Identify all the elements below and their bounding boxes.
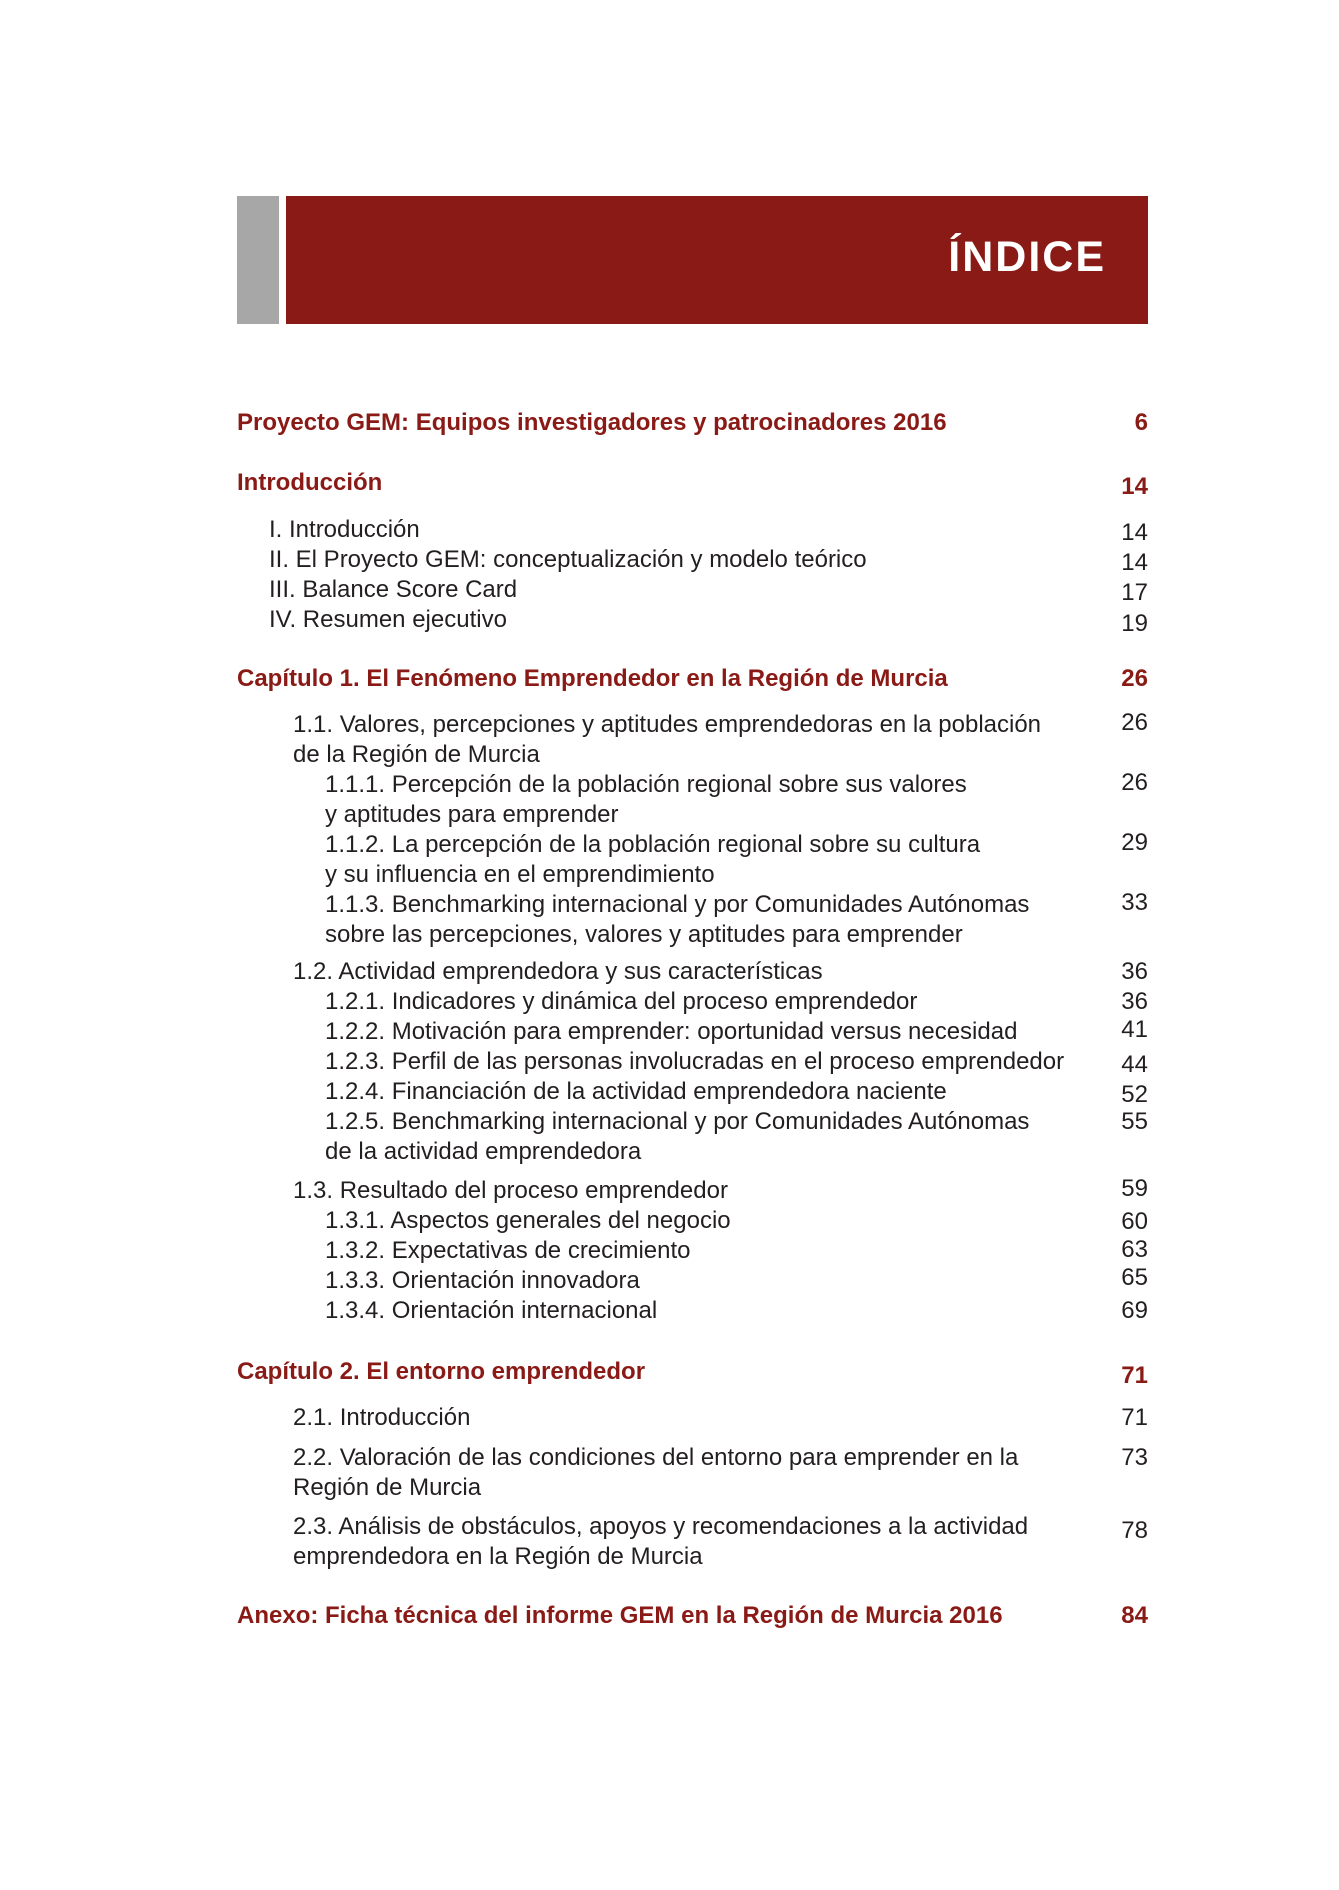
toc-entry-label: Capítulo 2. El entorno emprendedor bbox=[237, 1358, 646, 1385]
toc-subentry-2-3[interactable] bbox=[237, 1512, 1148, 1572]
toc-entry-label: III. Balance Score Card bbox=[269, 576, 518, 603]
toc-subentry-1-3-2[interactable] bbox=[237, 1236, 1148, 1266]
toc-entry-page: 55 bbox=[1121, 1108, 1148, 1135]
toc-entry-label: 1.3. Resultado del proceso emprendedor bbox=[293, 1177, 728, 1204]
toc-subentry-1-2-4[interactable] bbox=[237, 1077, 1148, 1107]
toc-entry-page: 19 bbox=[1121, 610, 1148, 637]
toc-entry-page: 26 bbox=[1121, 665, 1148, 692]
toc-entry-page: 44 bbox=[1121, 1051, 1148, 1078]
toc-entry-label: Introducción bbox=[237, 469, 383, 496]
toc-subentry-1-2-1[interactable] bbox=[237, 987, 1148, 1017]
toc-entry-label-line1: 2.3. Análisis de obstáculos, apoyos y recomendaciones a la actividad bbox=[293, 1513, 1029, 1540]
toc-entry-label-line2: Región de Murcia bbox=[293, 1474, 482, 1501]
toc-entry-label: 1.3.2. Expectativas de crecimiento bbox=[325, 1237, 691, 1264]
toc-entry-label: 1.3.4. Orientación internacional bbox=[325, 1297, 658, 1324]
toc-entry-page: 59 bbox=[1121, 1175, 1148, 1202]
toc-subentry-1-3-1[interactable] bbox=[237, 1206, 1148, 1236]
toc-subentry-1-1-3[interactable] bbox=[237, 890, 1148, 950]
toc-entry-page: 63 bbox=[1121, 1236, 1148, 1263]
toc-entry-page: 69 bbox=[1121, 1297, 1148, 1324]
toc-entry-page: 60 bbox=[1121, 1208, 1148, 1235]
toc-entry-label-line1: 1.2.5. Benchmarking internacional y por Comunidades Autónomas bbox=[325, 1108, 1030, 1135]
toc-entry-page: 14 bbox=[1121, 549, 1148, 576]
toc-entry-page: 17 bbox=[1121, 579, 1148, 606]
toc-entry-label-line2: y su influencia en el emprendimiento bbox=[325, 861, 715, 888]
toc-subentry-1-2[interactable] bbox=[237, 957, 1148, 987]
page-title: ÍNDICE bbox=[948, 233, 1106, 281]
toc-subentry-1-1-2[interactable] bbox=[237, 830, 1148, 890]
toc-subentry-2-1[interactable] bbox=[237, 1403, 1148, 1433]
toc-entry-label-line1: 2.2. Valoración de las condiciones del entorno para emprender en la bbox=[293, 1444, 1019, 1471]
toc-entry-label: 2.1. Introducción bbox=[293, 1404, 471, 1431]
toc-entry-label: 1.3.3. Orientación innovadora bbox=[325, 1267, 640, 1294]
toc-subentry-1-2-2[interactable] bbox=[237, 1017, 1148, 1047]
toc-entry-proyecto-gem[interactable] bbox=[237, 408, 1148, 438]
toc-entry-label-line2: de la Región de Murcia bbox=[293, 741, 540, 768]
toc-subentry-1-2-3[interactable] bbox=[237, 1047, 1148, 1077]
toc-entry-capitulo-2[interactable] bbox=[237, 1357, 1148, 1387]
toc-entry-capitulo-1[interactable] bbox=[237, 664, 1148, 694]
toc-entry-label: IV. Resumen ejecutivo bbox=[269, 606, 507, 633]
toc-subentry-2-2[interactable] bbox=[237, 1443, 1148, 1503]
toc-entry-anexo[interactable] bbox=[237, 1601, 1148, 1631]
toc-subentry-1-1-1[interactable] bbox=[237, 770, 1148, 830]
toc-entry-page: 36 bbox=[1121, 958, 1148, 985]
toc-subentry[interactable] bbox=[237, 605, 1148, 635]
toc-entry-label-line1: 1.1.2. La percepción de la población regional sobre su cultura bbox=[325, 831, 981, 858]
toc-entry-label-line1: 1.1.3. Benchmarking internacional y por Comunidades Autónomas bbox=[325, 891, 1030, 918]
toc-entry-label: 1.2. Actividad emprendedora y sus características bbox=[293, 958, 823, 985]
toc-entry-label: 1.3.1. Aspectos generales del negocio bbox=[325, 1207, 731, 1234]
toc-subentry[interactable] bbox=[237, 575, 1148, 605]
toc-entry-page: 33 bbox=[1121, 889, 1148, 916]
toc-entry-label-line1: 1.1.1. Percepción de la población regional sobre sus valores bbox=[325, 771, 967, 798]
toc-entry-label-line2: y aptitudes para emprender bbox=[325, 801, 619, 828]
toc-subentry-1-3[interactable] bbox=[237, 1176, 1148, 1206]
toc-entry-label: II. El Proyecto GEM: conceptualización y modelo teórico bbox=[269, 546, 867, 573]
toc-subentry[interactable] bbox=[237, 545, 1148, 575]
toc-entry-label: Anexo: Ficha técnica del informe GEM en la Región de Murcia 2016 bbox=[237, 1602, 1003, 1629]
toc-entry-page: 6 bbox=[1134, 409, 1148, 436]
toc-entry-page: 26 bbox=[1121, 769, 1148, 796]
toc-entry-label-line2: sobre las percepciones, valores y aptitudes para emprender bbox=[325, 921, 963, 948]
toc-subentry-1-3-4[interactable] bbox=[237, 1296, 1148, 1326]
toc-entry-label: 1.2.1. Indicadores y dinámica del proceso emprendedor bbox=[325, 988, 918, 1015]
toc-entry-page: 71 bbox=[1121, 1404, 1148, 1431]
toc-entry-introduccion[interactable] bbox=[237, 468, 1148, 498]
toc-entry-label-line2: emprendedora en la Región de Murcia bbox=[293, 1543, 703, 1570]
toc-entry-label: Proyecto GEM: Equipos investigadores y patrocinadores 2016 bbox=[237, 409, 947, 436]
toc-entry-page: 78 bbox=[1121, 1517, 1148, 1544]
toc-entry-page: 14 bbox=[1121, 473, 1148, 500]
toc-entry-label: 1.2.3. Perfil de las personas involucradas en el proceso emprendedor bbox=[325, 1048, 1065, 1075]
toc-entry-page: 26 bbox=[1121, 709, 1148, 736]
toc-subentry-1-1[interactable] bbox=[237, 710, 1148, 770]
toc-entry-label: I. Introducción bbox=[269, 516, 420, 543]
toc-entry-label-line1: 1.1. Valores, percepciones y aptitudes emprendedoras en la población bbox=[293, 711, 1042, 738]
toc-subentry-1-3-3[interactable] bbox=[237, 1266, 1148, 1296]
toc-entry-page: 65 bbox=[1121, 1264, 1148, 1291]
toc-entry-label: 1.2.4. Financiación de la actividad emprendedora naciente bbox=[325, 1078, 947, 1105]
toc-entry-page: 29 bbox=[1121, 829, 1148, 856]
toc-entry-page: 36 bbox=[1121, 988, 1148, 1015]
toc-subentry[interactable] bbox=[237, 515, 1148, 545]
toc-subentry-1-2-5[interactable] bbox=[237, 1107, 1148, 1167]
toc-entry-page: 84 bbox=[1121, 1602, 1148, 1629]
toc-entry-page: 14 bbox=[1121, 519, 1148, 546]
toc-entry-label: Capítulo 1. El Fenómeno Emprendedor en la Región de Murcia bbox=[237, 665, 948, 692]
toc-entry-label-line2: de la actividad emprendedora bbox=[325, 1138, 642, 1165]
toc-entry-page: 41 bbox=[1121, 1016, 1148, 1043]
toc-entry-page: 73 bbox=[1121, 1444, 1148, 1471]
toc-entry-page: 71 bbox=[1121, 1362, 1148, 1389]
toc-entry-label: 1.2.2. Motivación para emprender: oportunidad versus necesidad bbox=[325, 1018, 1018, 1045]
toc-entry-page: 52 bbox=[1121, 1081, 1148, 1108]
